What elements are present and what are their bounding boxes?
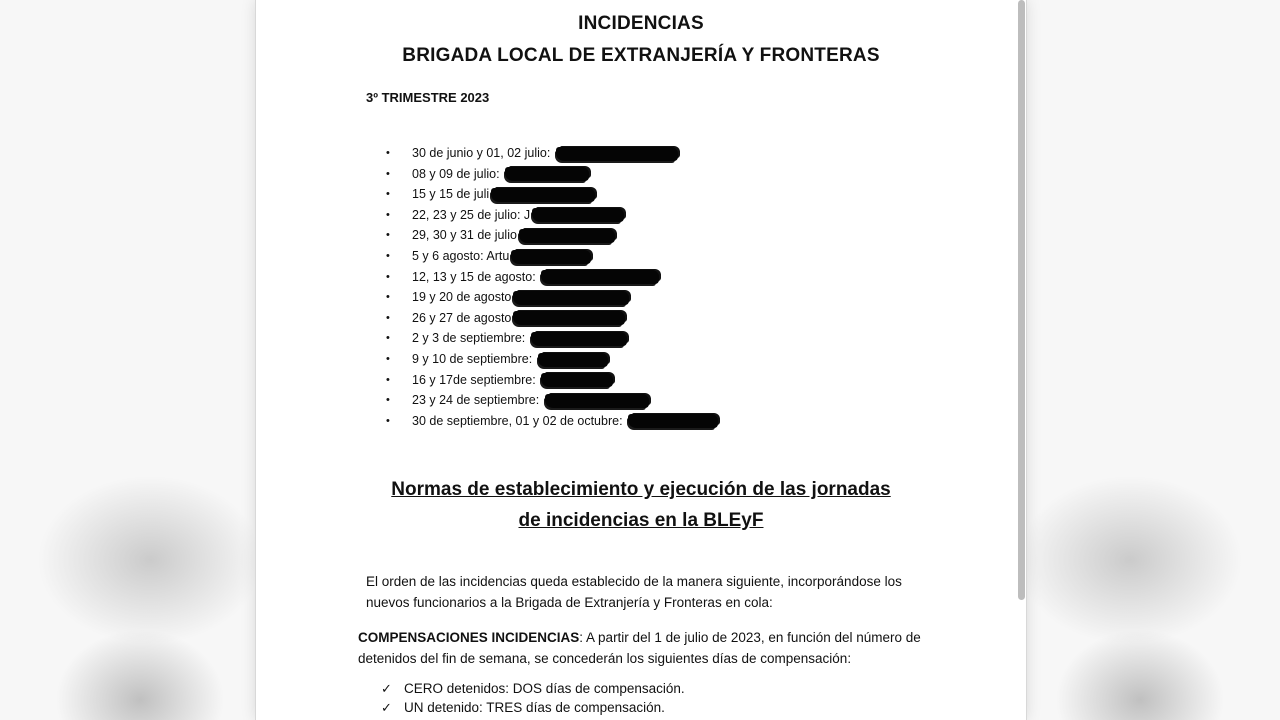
document-page [255, 0, 1027, 720]
schedule-date: 23 y 24 de septiembre: [412, 393, 543, 408]
compensation-list [381, 679, 685, 717]
redaction-mark [519, 229, 615, 243]
bullet-icon: • [386, 373, 390, 386]
redaction-mark [491, 188, 595, 202]
redaction-mark [556, 147, 678, 161]
redaction-mark [531, 332, 627, 346]
schedule-date: 19 y 20 de agosto [412, 290, 512, 305]
schedule-date: 22, 23 y 25 de julio: J [412, 207, 531, 222]
bullet-icon: • [386, 291, 390, 304]
schedule-date: 30 de septiembre, 01 y 02 de octubre: [412, 413, 627, 428]
schedule-date: 5 y 6 agosto: Artu [412, 248, 510, 263]
schedule-item [386, 267, 718, 288]
redaction-mark [541, 270, 659, 284]
schedule-date: 08 y 09 de julio: [412, 166, 504, 181]
checkmark-icon: ✓ [381, 700, 392, 715]
redaction-mark [513, 311, 625, 325]
bullet-icon: • [386, 352, 390, 365]
compensation-paragraph [358, 627, 938, 669]
compensation-text: : A partir del 1 de julio de 2023, en función del número de detenidos del fin de semana, se concederán los siguientes días de compensación: [358, 630, 921, 666]
schedule-item [386, 164, 718, 185]
bullet-icon: • [386, 414, 390, 427]
section-heading-line1: Normas de establecimiento y ejecución de las jornadas [391, 479, 891, 500]
schedule-item [386, 184, 718, 205]
bullet-icon: • [386, 394, 390, 407]
checkmark-icon: ✓ [381, 681, 392, 696]
schedule-item [386, 370, 718, 391]
bullet-icon: • [386, 208, 390, 221]
compensation-item [381, 698, 685, 717]
document-title: INCIDENCIAS [578, 13, 704, 34]
schedule-date: 16 y 17de septiembre: [412, 372, 540, 387]
bullet-icon: • [386, 332, 390, 345]
schedule-date: 30 de junio y 01, 02 julio: [412, 146, 554, 160]
bullet-icon: • [386, 167, 390, 180]
schedule-date: 15 y 15 de juli [412, 187, 490, 202]
schedule-item [386, 225, 718, 246]
vertical-scrollbar[interactable] [1018, 0, 1025, 600]
schedule-item [386, 411, 718, 432]
compensation-item [381, 679, 685, 698]
redaction-mark [511, 250, 591, 264]
redaction-mark [513, 291, 629, 305]
schedule-item [386, 246, 718, 267]
redaction-mark [628, 414, 718, 428]
schedule-item [386, 328, 718, 349]
bullet-icon: • [386, 270, 390, 283]
schedule-item [386, 143, 718, 164]
section-heading [256, 474, 1026, 536]
redaction-mark [545, 394, 649, 408]
redaction-mark [532, 208, 624, 222]
schedule-list [386, 143, 718, 431]
schedule-item [386, 287, 718, 308]
redaction-mark [541, 373, 613, 387]
compensation-item-text: UN detenido: TRES días de compensación. [404, 700, 665, 715]
schedule-date: 26 y 27 de agosto [412, 310, 512, 325]
schedule-item [386, 349, 718, 370]
redaction-mark [538, 353, 608, 367]
schedule-item [386, 308, 718, 329]
bullet-icon: • [386, 147, 390, 159]
schedule-date: 9 y 10 de septiembre: [412, 351, 536, 366]
bullet-icon: • [386, 188, 390, 201]
document-subtitle: BRIGADA LOCAL DE EXTRANJERÍA Y FRONTERAS [402, 45, 880, 66]
compensation-item-text: CERO detenidos: DOS días de compensación. [404, 681, 685, 696]
schedule-date: 2 y 3 de septiembre: [412, 331, 529, 346]
schedule-item [386, 390, 718, 411]
bullet-icon: • [386, 229, 390, 242]
redaction-mark [505, 167, 589, 181]
section-heading-line2: de incidencias en la BLEyF [518, 510, 764, 531]
order-paragraph: El orden de las incidencias queda establecido de la manera siguiente, incorporándose los nuevos funcionarios a la Brigada de Extranjería y Fronteras en cola: [366, 574, 902, 610]
schedule-item [386, 205, 718, 226]
quarter-label: 3º TRIMESTRE 2023 [366, 90, 490, 105]
schedule-date: 12, 13 y 15 de agosto: [412, 269, 540, 284]
bullet-icon: • [386, 249, 390, 262]
schedule-date: 29, 30 y 31 de julio [412, 228, 517, 243]
bullet-icon: • [386, 311, 390, 324]
compensation-label: COMPENSACIONES INCIDENCIAS [358, 630, 580, 645]
